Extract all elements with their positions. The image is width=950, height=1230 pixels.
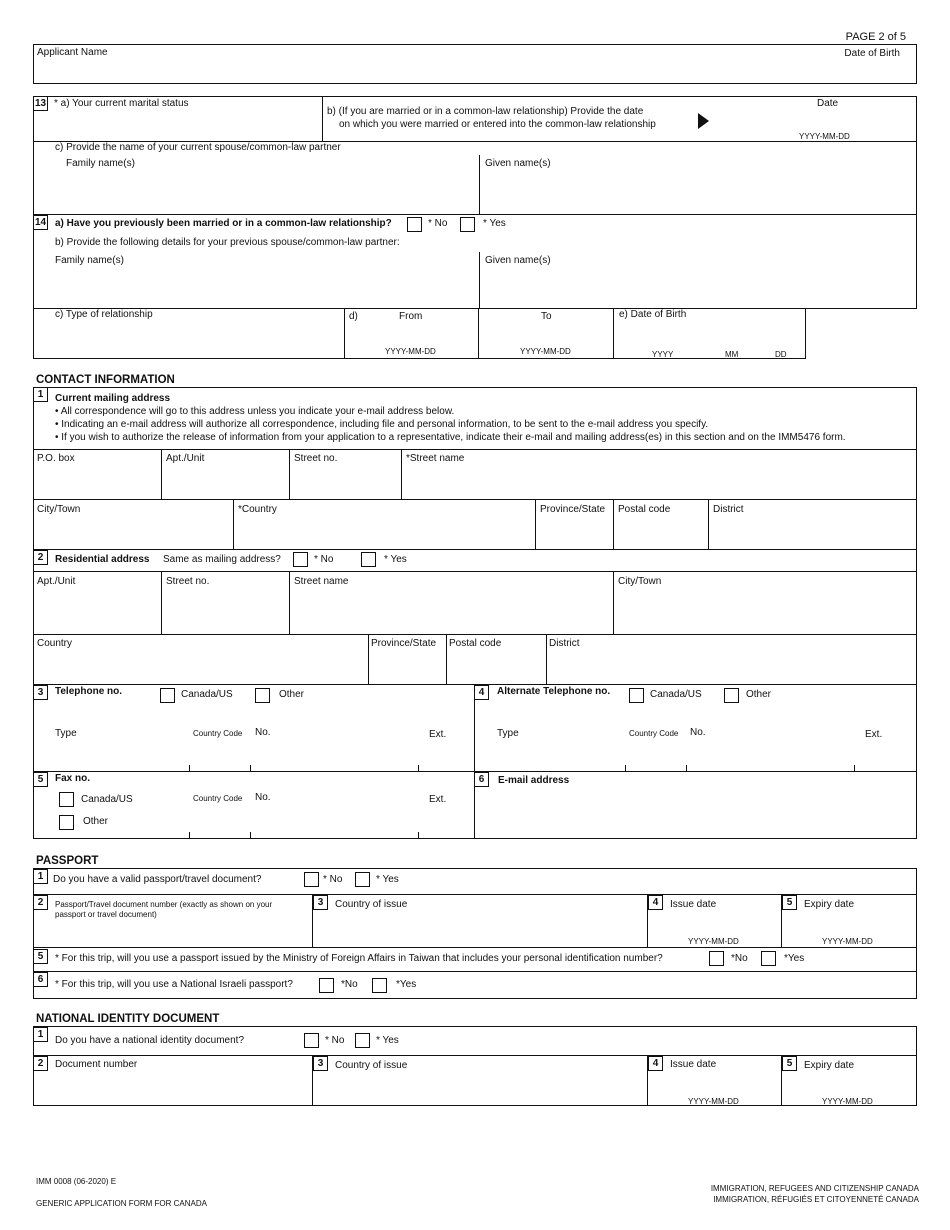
from-date-format: YYYY-MM-DD — [385, 347, 436, 356]
tel-country-code-input[interactable] — [190, 745, 248, 767]
nid-no-checkbox[interactable] — [304, 1033, 319, 1048]
prev-dob-label: e) Date of Birth — [619, 309, 687, 320]
form-code: IMM 0008 (06-2020) E — [36, 1177, 117, 1186]
fax-number-input[interactable] — [252, 810, 416, 834]
passport-issue-date-format: YYYY-MM-DD — [688, 937, 739, 946]
passport-q1-no-label: * No — [323, 874, 343, 885]
to-label: To — [541, 311, 552, 322]
nid-2-number: 2 — [33, 1056, 48, 1071]
po-box-label: P.O. box — [37, 453, 75, 464]
contact-3-number: 3 — [33, 685, 48, 700]
passport-expiry-date-format: YYYY-MM-DD — [822, 937, 873, 946]
email-input[interactable] — [478, 792, 914, 836]
mail-street-no-label: Street no. — [294, 453, 338, 464]
prev-given-name-label: Given name(s) — [485, 255, 551, 266]
taiwan-passport-label: * For this trip, will you use a passport issued by the Ministry of Foreign Affairs in Taiwan that includes your personal identification number? — [55, 953, 663, 964]
mail-district-label: District — [713, 504, 744, 515]
q14-no-label: * No — [428, 218, 448, 229]
alt-other-checkbox[interactable] — [724, 688, 739, 703]
q13-marriage-date-label: b) (If you are married or in a common-law relationship) Provide the date — [327, 106, 644, 117]
q14-yes-checkbox[interactable] — [460, 217, 475, 232]
res-district-input[interactable] — [548, 652, 915, 682]
contact-2-number: 2 — [33, 550, 48, 565]
passport-4-number: 4 — [648, 895, 663, 910]
mail-country-select[interactable] — [236, 517, 533, 547]
passport-doc-number-label: Passport/Travel document number (exactly as shown on your — [55, 900, 273, 909]
dob-yyyy-format: YYYY — [652, 350, 674, 359]
marriage-date-input[interactable] — [760, 112, 910, 130]
spouse-family-name-input[interactable] — [36, 172, 476, 212]
tel-canada-us-checkbox[interactable] — [160, 688, 175, 703]
contact-5-number: 5 — [33, 772, 48, 787]
mail-street-name-label: *Street name — [406, 453, 465, 464]
nid-doc-number-label: Document number — [55, 1059, 138, 1070]
alt-no-label: No. — [690, 727, 706, 738]
po-box-input[interactable] — [35, 466, 159, 496]
fax-ext-label: Ext. — [429, 794, 447, 805]
alt-other-label: Other — [746, 689, 772, 700]
nid-doc-number-input[interactable] — [36, 1074, 310, 1103]
alt-country-code-input[interactable] — [627, 745, 684, 767]
nid-expiry-date-format: YYYY-MM-DD — [822, 1097, 873, 1106]
nid-expiry-date-input[interactable] — [785, 1074, 914, 1094]
mail-apt-label: Apt./Unit — [166, 453, 205, 464]
nid-no-label: * No — [325, 1035, 345, 1046]
passport-doc-number-input[interactable] — [36, 922, 310, 945]
q14-d-label: d) — [349, 311, 358, 322]
passport-doc-number-label-2: passport or travel document) — [55, 910, 157, 919]
tel-ext-input[interactable] — [420, 745, 470, 767]
alt-canada-us-label: Canada/US — [650, 689, 702, 700]
fax-country-code-input[interactable] — [190, 810, 248, 834]
tel-number-input[interactable] — [252, 745, 416, 767]
israeli-yes-label: *Yes — [396, 979, 417, 990]
res-province-input[interactable] — [370, 652, 444, 682]
res-street-no-label: Street no. — [166, 576, 210, 587]
passport-1-number: 1 — [33, 869, 48, 884]
mailing-bullet-2: • Indicating an e-mail address will authorize all correspondence, including file and personal information, to be sent to the e-mail address you specify. — [55, 419, 709, 430]
passport-3-number: 3 — [313, 895, 328, 910]
fax-canada-us-label: Canada/US — [81, 794, 133, 805]
res-country-label: Country — [37, 638, 73, 649]
mail-country-label: *Country — [238, 504, 277, 515]
prev-family-name-label: Family name(s) — [55, 255, 124, 266]
department-name-en: IMMIGRATION, REFUGEES AND CITIZENSHIP CANADA — [710, 1184, 919, 1193]
nid-yes-label: * Yes — [376, 1035, 399, 1046]
same-yes-checkbox[interactable] — [361, 552, 376, 567]
q13-date-format: YYYY-MM-DD — [799, 132, 850, 141]
q13-marital-status-label: * a) Your current marital status — [54, 98, 189, 109]
israeli-no-checkbox[interactable] — [319, 978, 334, 993]
mailing-address-title: Current mailing address — [55, 393, 171, 404]
q13-date-label: Date — [817, 98, 839, 109]
same-no-label: * No — [314, 554, 334, 565]
spouse-family-name-label: Family name(s) — [66, 158, 135, 169]
res-province-label: Province/State — [371, 638, 437, 649]
res-city-input[interactable] — [616, 590, 915, 632]
same-no-checkbox[interactable] — [293, 552, 308, 567]
res-city-label: City/Town — [618, 576, 662, 587]
taiwan-no-checkbox[interactable] — [709, 951, 724, 966]
department-name-fr: IMMIGRATION, RÉFUGIÉS ET CITOYENNETÉ CANADA — [713, 1195, 919, 1204]
dob-dd-format: DD — [775, 350, 787, 359]
contact-4-number: 4 — [474, 685, 489, 700]
res-street-name-input[interactable] — [292, 590, 611, 632]
applicant-name-field[interactable] — [33, 44, 917, 84]
q13-spouse-label: c) Provide the name of your current spouse/common-law partner — [55, 142, 341, 153]
fax-canada-us-checkbox[interactable] — [59, 792, 74, 807]
nid-1-number: 1 — [33, 1027, 48, 1042]
mail-postal-label: Postal code — [618, 504, 671, 515]
mail-district-input[interactable] — [711, 517, 915, 547]
form-name: GENERIC APPLICATION FORM FOR CANADA — [36, 1199, 207, 1208]
taiwan-yes-label: *Yes — [784, 953, 805, 964]
q14-yes-label: * Yes — [483, 218, 506, 229]
q14-no-checkbox[interactable] — [407, 217, 422, 232]
from-date-input[interactable] — [347, 324, 475, 344]
prev-dob-input[interactable] — [616, 324, 803, 346]
passport-2-number: 2 — [33, 895, 48, 910]
alt-telephone-title: Alternate Telephone no. — [497, 686, 611, 697]
res-postal-input[interactable] — [448, 652, 544, 682]
passport-issue-date-label: Issue date — [670, 899, 717, 910]
spouse-given-name-input[interactable] — [482, 172, 914, 212]
nid-issue-date-format: YYYY-MM-DD — [688, 1097, 739, 1106]
israeli-yes-checkbox[interactable] — [372, 978, 387, 993]
tel-type-select[interactable] — [52, 745, 186, 767]
contact-info-heading: CONTACT INFORMATION — [36, 374, 175, 386]
q13-marriage-date-label-2: on which you were married or entered into the common-law relationship — [339, 119, 656, 130]
residential-address-title: Residential address — [55, 554, 150, 565]
res-district-label: District — [549, 638, 580, 649]
tel-country-code-label: Country Code — [193, 729, 243, 738]
israeli-no-label: *No — [341, 979, 358, 990]
passport-q1-yes-label: * Yes — [376, 874, 399, 885]
arrow-right-icon — [698, 113, 709, 129]
res-apt-input[interactable] — [35, 590, 159, 632]
taiwan-yes-checkbox[interactable] — [761, 951, 776, 966]
passport-issue-date-input[interactable] — [651, 914, 779, 934]
mailing-bullet-3: • If you wish to authorize the release of information from your application to a representative, indicate their e-mail and mailing address(es) in this section and on the IMM5476 form. — [55, 432, 846, 443]
fax-no-label: No. — [255, 792, 271, 803]
res-street-no-input[interactable] — [164, 590, 287, 632]
mail-apt-input[interactable] — [164, 466, 287, 496]
nid-q1-label: Do you have a national identity document? — [55, 1035, 245, 1046]
from-label: From — [399, 311, 423, 322]
nid-3-number: 3 — [313, 1056, 328, 1071]
q14-number: 14 — [34, 217, 47, 228]
passport-country-label: Country of issue — [335, 899, 408, 910]
nid-country-label: Country of issue — [335, 1060, 408, 1071]
alt-type-label: Type — [497, 728, 519, 739]
alt-type-select[interactable] — [494, 745, 622, 767]
res-apt-label: Apt./Unit — [37, 576, 76, 587]
marital-status-select[interactable] — [36, 113, 320, 139]
passport-heading: PASSPORT — [36, 855, 99, 867]
passport-q5-number: 5 — [33, 949, 48, 964]
tel-other-label: Other — [279, 689, 305, 700]
to-date-input[interactable] — [481, 324, 610, 344]
tel-canada-us-label: Canada/US — [181, 689, 233, 700]
passport-q6-number: 6 — [33, 972, 48, 987]
prev-family-name-input[interactable] — [36, 268, 476, 306]
fax-other-label: Other — [83, 816, 109, 827]
taiwan-no-label: *No — [731, 953, 748, 964]
nid-5-number: 5 — [782, 1056, 797, 1071]
applicant-name-label: Applicant Name — [37, 47, 108, 58]
prev-given-name-input[interactable] — [482, 268, 914, 306]
alt-ext-input[interactable] — [856, 745, 914, 767]
fax-title: Fax no. — [55, 773, 91, 784]
nid-issue-date-input[interactable] — [651, 1074, 779, 1094]
alt-number-input[interactable] — [688, 745, 852, 767]
passport-expiry-date-label: Expiry date — [804, 899, 855, 910]
fax-other-checkbox[interactable] — [59, 815, 74, 830]
passport-country-select[interactable] — [315, 914, 645, 945]
alt-ext-label: Ext. — [865, 729, 883, 740]
mailing-bullet-1: • All correspondence will go to this address unless you indicate your e-mail address below. — [55, 406, 455, 417]
tel-type-label: Type — [55, 728, 77, 739]
israeli-passport-label: * For this trip, will you use a National Israeli passport? — [55, 979, 293, 990]
tel-other-checkbox[interactable] — [255, 688, 270, 703]
mail-street-no-input[interactable] — [292, 466, 399, 496]
mail-street-name-input[interactable] — [404, 466, 915, 496]
contact-6-number: 6 — [474, 772, 489, 787]
q14-previous-marriage-label: a) Have you previously been married or in a common-law relationship? — [55, 218, 392, 229]
fax-country-code-label: Country Code — [193, 794, 243, 803]
nid-yes-checkbox[interactable] — [355, 1033, 370, 1048]
date-of-birth-label: Date of Birth — [844, 48, 900, 59]
passport-5-number: 5 — [782, 895, 797, 910]
res-country-select[interactable] — [35, 652, 366, 682]
mail-postal-input[interactable] — [616, 517, 706, 547]
page-number: PAGE 2 of 5 — [845, 31, 906, 43]
nid-4-number: 4 — [648, 1056, 663, 1071]
mail-province-input[interactable] — [538, 517, 611, 547]
res-street-name-label: Street name — [294, 576, 349, 587]
to-date-format: YYYY-MM-DD — [520, 347, 571, 356]
q14-previous-spouse-label: b) Provide the following details for your previous spouse/common-law partner: — [55, 237, 400, 248]
telephone-title: Telephone no. — [55, 686, 123, 697]
passport-q1-yes-checkbox[interactable] — [355, 872, 370, 887]
q13-number: 13 — [34, 98, 47, 109]
nid-expiry-date-label: Expiry date — [804, 1060, 855, 1071]
spouse-given-name-label: Given name(s) — [485, 158, 551, 169]
nid-issue-date-label: Issue date — [670, 1059, 717, 1070]
tel-ext-label: Ext. — [429, 729, 447, 740]
email-title: E-mail address — [498, 775, 570, 786]
fax-ext-input[interactable] — [420, 810, 470, 834]
relationship-type-label: c) Type of relationship — [55, 309, 153, 320]
contact-1-number: 1 — [33, 387, 48, 402]
passport-q1-label: Do you have a valid passport/travel document? — [53, 874, 262, 885]
res-postal-label: Postal code — [449, 638, 502, 649]
mail-city-label: City/Town — [37, 504, 81, 515]
passport-expiry-date-input[interactable] — [785, 914, 914, 934]
same-yes-label: * Yes — [384, 554, 407, 565]
mail-city-input[interactable] — [35, 517, 231, 547]
nid-heading: NATIONAL IDENTITY DOCUMENT — [36, 1013, 220, 1025]
nid-country-select[interactable] — [315, 1075, 645, 1103]
passport-q1-no-checkbox[interactable] — [304, 872, 319, 887]
tel-no-label: No. — [255, 727, 271, 738]
mail-province-label: Province/State — [540, 504, 606, 515]
alt-country-code-label: Country Code — [629, 729, 679, 738]
dob-mm-format: MM — [725, 350, 739, 359]
alt-canada-us-checkbox[interactable] — [629, 688, 644, 703]
relationship-type-select[interactable] — [36, 322, 341, 356]
same-as-mailing-label: Same as mailing address? — [163, 554, 281, 565]
